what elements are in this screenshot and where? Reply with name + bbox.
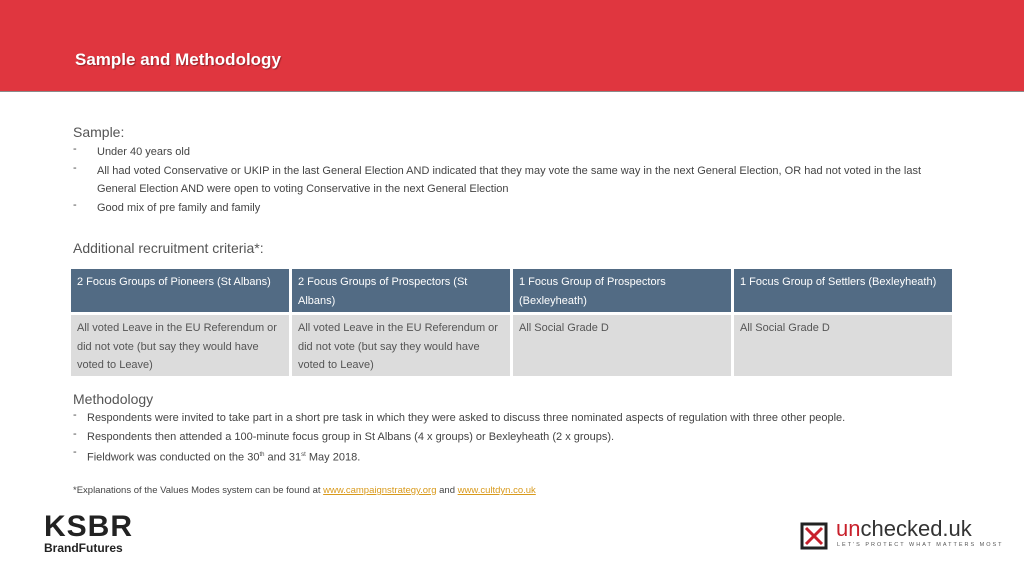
list-item: - Fieldwork was conducted on the 30th and 31st May 2018. xyxy=(73,446,953,467)
unchecked-wordmark: unchecked.uk xyxy=(836,516,972,541)
criteria-label: Additional recruitment criteria*: xyxy=(73,240,264,256)
dash-icon: - xyxy=(73,446,77,458)
list-item: - Good mix of pre family and family xyxy=(73,199,933,218)
table-cell: All Social Grade D xyxy=(734,315,952,376)
list-item: - Respondents then attended a 100-minute focus group in St Albans (4 x groups) or Bexleyheath (2 x groups). xyxy=(73,428,953,447)
page-title: Sample and Methodology xyxy=(75,50,281,69)
dash-icon: - xyxy=(73,143,77,155)
dash-icon: - xyxy=(73,198,77,211)
sample-label: Sample: xyxy=(73,124,125,140)
unchecked-tagline: LET'S PROTECT WHAT MATTERS MOST xyxy=(837,542,1004,548)
table-header-cell: 2 Focus Groups of Prospectors (St Albans) xyxy=(292,269,510,312)
criteria-table xyxy=(71,269,952,376)
footnote: *Explanations of the Values Modes system can be found at www.campaignstrategy.org and www.cultdyn.co.uk xyxy=(73,485,536,496)
header-bar xyxy=(0,0,1024,92)
methodology-list xyxy=(73,409,953,467)
list-item: - Under 40 years old xyxy=(73,143,933,162)
table-header-cell: 2 Focus Groups of Pioneers (St Albans) xyxy=(71,269,289,312)
table-header-cell: 1 Focus Group of Settlers (Bexleyheath) xyxy=(734,269,952,312)
list-item: - All had voted Conservative or UKIP in the last General Election AND indicated that they may vote the same way in the next General Election, OR had not voted in the last General Election AND were open to voting Conservative in the next General Election xyxy=(73,162,933,199)
dash-icon: - xyxy=(73,409,77,421)
methodology-label: Methodology xyxy=(73,391,154,407)
sample-list xyxy=(73,143,933,217)
crossed-box-icon xyxy=(800,520,832,555)
table-header-cell: 1 Focus Group of Prospectors (Bexleyheath) xyxy=(513,269,731,312)
ksbr-logo: KSBR BrandFutures xyxy=(44,510,134,555)
list-item: - Respondents were invited to take part in a short pre task in which they were asked to discuss three nominated aspects of regulation with three other people. xyxy=(73,409,953,428)
dash-icon: - xyxy=(73,161,77,174)
dash-icon: - xyxy=(73,427,77,440)
campaignstrategy-link[interactable]: www.campaignstrategy.org xyxy=(323,485,437,496)
table-cell: All voted Leave in the EU Referendum or did not vote (but say they would have voted to Leave) xyxy=(71,315,289,376)
table-cell: All Social Grade D xyxy=(513,315,731,376)
table-cell: All voted Leave in the EU Referendum or did not vote (but say they would have voted to Leave) xyxy=(292,315,510,376)
cultdyn-link[interactable]: www.cultdyn.co.uk xyxy=(457,485,536,496)
